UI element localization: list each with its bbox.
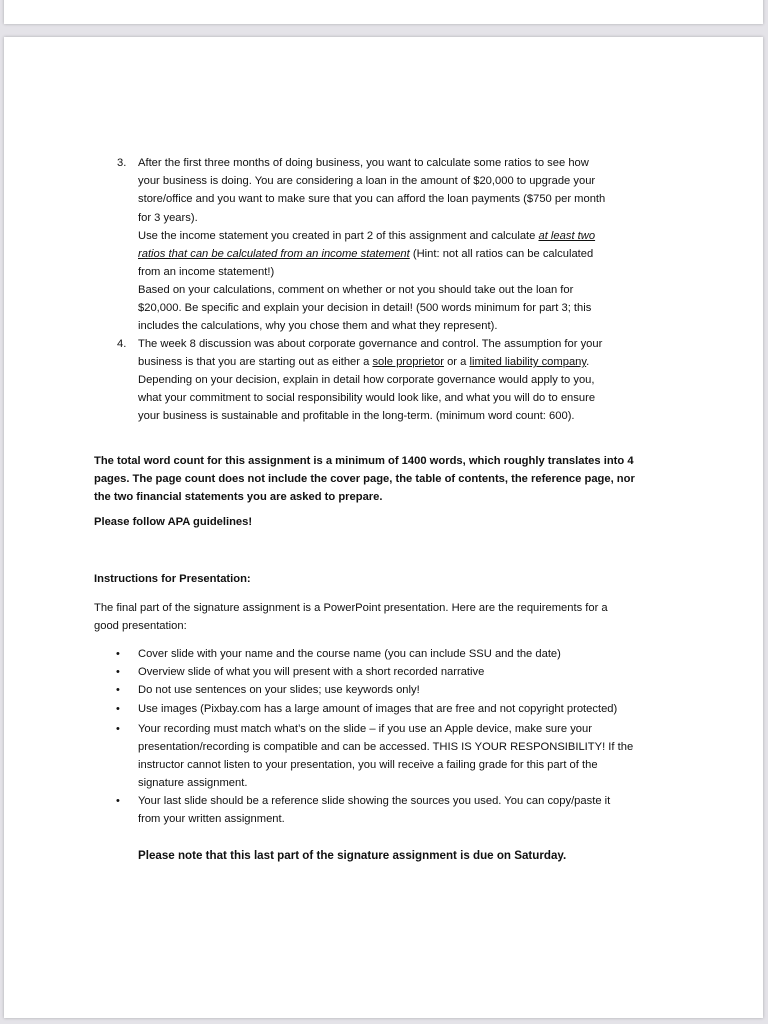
bullet-item: Use images (Pixbay.com has a large amount of images that are free and not copyright protected) — [138, 703, 618, 715]
bullet-icon: • — [116, 648, 120, 660]
intro-line: The final part of the signature assignment is a PowerPoint presentation. Here are the requirements for a — [94, 602, 608, 614]
bullet-item: Your recording must match what’s on the slide – if you use an Apple device, make sure your — [138, 723, 592, 735]
section-heading: Instructions for Presentation: — [94, 573, 251, 585]
bullet-icon: • — [116, 703, 120, 715]
bullet-item-line: signature assignment. — [138, 777, 248, 789]
bullet-item: Do not use sentences on your slides; use keywords only! — [138, 684, 420, 696]
item4-line: The week 8 discussion was about corporate governance and control. The assumption for your — [138, 338, 603, 350]
word-count-note: the two financial statements you are asked to prepare. — [94, 491, 383, 503]
underlined-text: limited liability company — [469, 356, 587, 368]
item4-line — [138, 355, 589, 369]
word-count-note: pages. The page count does not include the cover page, the table of contents, the reference page, nor — [94, 473, 635, 485]
bullet-item-line: presentation/recording is compatible and can be accessed. THIS IS YOUR RESPONSIBILITY! If the — [138, 741, 634, 753]
bullet-icon: • — [116, 666, 120, 678]
word-count-note: The total word count for this assignment is a minimum of 1400 words, which roughly translates into 4 — [94, 455, 634, 467]
item3-line: After the first three months of doing business, you want to calculate some ratios to see how — [138, 157, 589, 169]
underlined-text: sole proprietor — [372, 356, 444, 368]
intro-line: good presentation: — [94, 620, 187, 632]
list-number: 4. — [117, 338, 127, 350]
emphasis-text: at least two — [538, 230, 596, 242]
item3-line: includes the calculations, why you chose them and what they represent). — [138, 320, 498, 332]
item3-use-line — [138, 247, 593, 261]
bullet-icon: • — [116, 723, 120, 735]
emphasis-text: ratios that can be calculated from an income statement — [138, 248, 410, 260]
text: or a — [443, 356, 470, 368]
bullet-item-line: from your written assignment. — [138, 813, 285, 825]
apa-note: Please follow APA guidelines! — [94, 516, 253, 528]
item3-line: store/office and you want to make sure that you can afford the loan payments ($750 per month — [138, 193, 606, 205]
text: (Hint: not all ratios can be calculated — [409, 248, 594, 260]
bullet-icon: • — [116, 684, 120, 696]
item4-line: Depending on your decision, explain in detail how corporate governance would apply to you, — [138, 374, 595, 386]
bullet-item: Overview slide of what you will present with a short recorded narrative — [138, 666, 485, 678]
text: Use the income statement you created in part 2 of this assignment and calculate — [138, 230, 539, 242]
due-note: Please note that this last part of the signature assignment is due on Saturday. — [138, 849, 567, 862]
item3-line: from an income statement!) — [138, 266, 275, 278]
bullet-item: Cover slide with your name and the course name (you can include SSU and the date) — [138, 648, 561, 660]
item4-line: what your commitment to social responsibility would look like, and what you will do to ensure — [138, 392, 596, 404]
bullet-icon: • — [116, 795, 120, 807]
bullet-item-line: instructor cannot listen to your presentation, you will receive a failing grade for this part of the — [138, 759, 598, 771]
text: business is that you are starting out as either a — [138, 356, 373, 368]
item4-line: your business is sustainable and profitable in the long-term. (minimum word count: 600). — [138, 410, 575, 422]
item3-line: for 3 years). — [138, 212, 198, 224]
item3-line: your business is doing. You are considering a loan in the amount of $20,000 to upgrade your — [138, 175, 596, 187]
previous-page — [4, 0, 763, 24]
item3-line: Based on your calculations, comment on whether or not you should take out the loan for — [138, 284, 574, 296]
bullet-item: Your last slide should be a reference slide showing the sources you used. You can copy/paste it — [138, 795, 611, 807]
text: . — [586, 356, 590, 368]
item3-use-line — [138, 229, 595, 243]
list-number: 3. — [117, 157, 127, 169]
item3-line: $20,000. Be specific and explain your decision in detail! (500 words minimum for part 3; this — [138, 302, 592, 314]
